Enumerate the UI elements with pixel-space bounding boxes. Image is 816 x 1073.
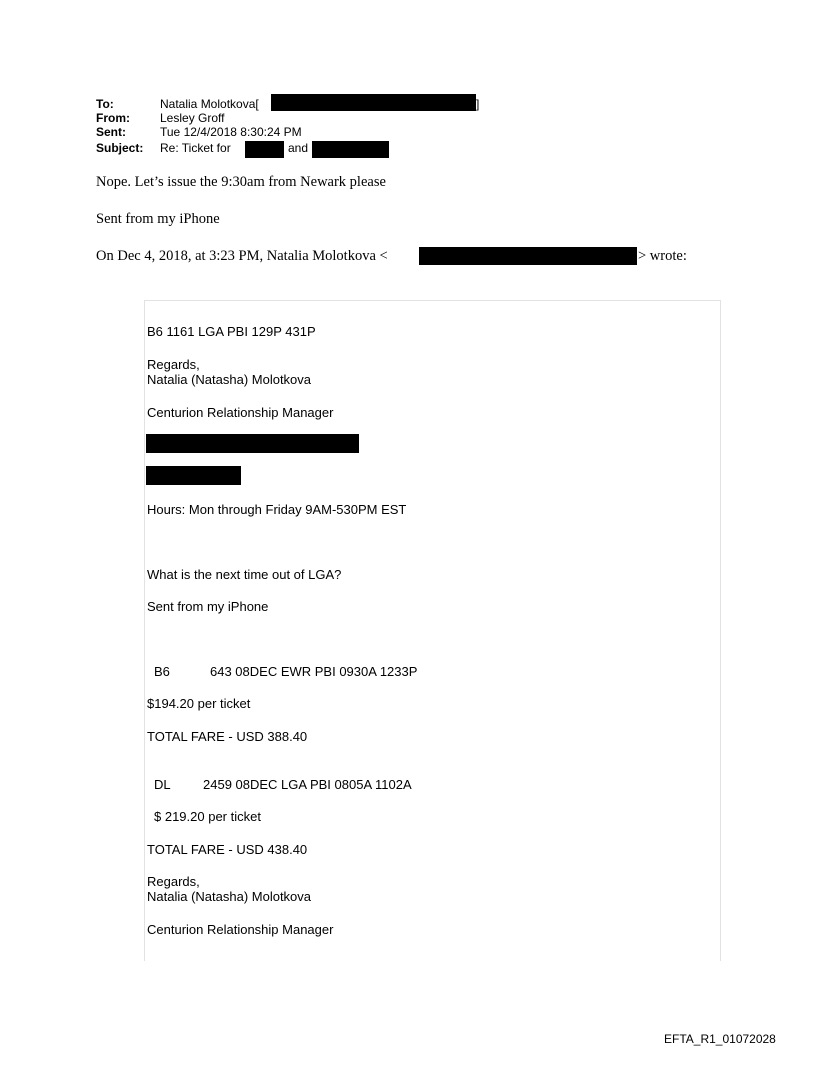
redaction-quote-email [419, 247, 637, 265]
option-1-total: TOTAL FARE - USD 388.40 [147, 729, 308, 744]
regards-1: Regards, [147, 357, 200, 372]
option-1-carrier: B6 [154, 664, 170, 679]
redaction-subject-name-2 [312, 141, 389, 158]
subject-prefix: Re: Ticket for [160, 141, 231, 155]
to-bracket-close: ] [476, 97, 480, 111]
flight-line-1: B6 1161 LGA PBI 129P 431P [147, 324, 316, 339]
quoted-message-box [144, 300, 721, 961]
option-2-total: TOTAL FARE - USD 438.40 [147, 842, 308, 857]
option-1-price: $194.20 per ticket [147, 696, 251, 711]
sent-label: Sent: [96, 125, 126, 139]
sent-from-iphone: Sent from my iPhone [96, 211, 220, 227]
sender-title-2: Centurion Relationship Manager [147, 922, 334, 937]
subject-and: and [288, 141, 309, 155]
option-2-carrier: DL [154, 777, 171, 792]
redaction-contact-2 [146, 466, 241, 485]
sender-name-1: Natalia (Natasha) Molotkova [147, 372, 312, 387]
question-line: What is the next time out of LGA? [147, 567, 342, 582]
to-label: To: [96, 97, 114, 111]
sent-from-iphone-quoted: Sent from my iPhone [147, 599, 269, 614]
from-value: Lesley Groff [160, 111, 225, 125]
hours-line: Hours: Mon through Friday 9AM-530PM EST [147, 502, 407, 517]
reply-line: Nope. Let’s issue the 9:30am from Newark please [96, 174, 386, 190]
redaction-subject-name-1 [245, 141, 284, 158]
option-1-details: 643 08DEC EWR PBI 0930A 1233P [210, 664, 418, 679]
regards-2: Regards, [147, 874, 200, 889]
sent-value: Tue 12/4/2018 8:30:24 PM [160, 125, 302, 139]
redaction-contact-1 [146, 434, 359, 453]
redaction-to-email [271, 94, 476, 111]
quote-intro-end: > wrote: [638, 248, 687, 264]
option-2-details: 2459 08DEC LGA PBI 0805A 1102A [203, 777, 412, 792]
to-value: Natalia Molotkova[ [160, 97, 259, 111]
sender-name-2: Natalia (Natasha) Molotkova [147, 889, 312, 904]
document-id: EFTA_R1_01072028 [664, 1032, 776, 1046]
from-label: From: [96, 111, 130, 125]
subject-label: Subject: [96, 141, 144, 155]
quote-intro-start: On Dec 4, 2018, at 3:23 PM, Natalia Molotkova < [96, 248, 388, 264]
option-2-price: $ 219.20 per ticket [154, 809, 261, 824]
sender-title-1: Centurion Relationship Manager [147, 405, 334, 420]
